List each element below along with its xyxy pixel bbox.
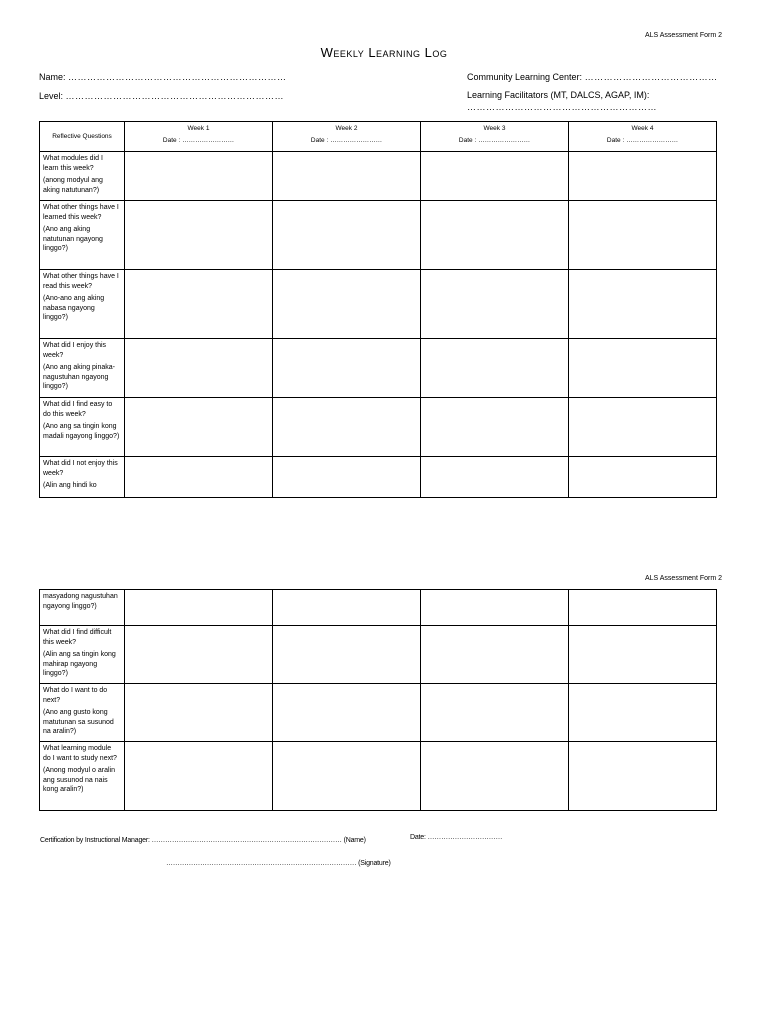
table-row <box>40 201 717 270</box>
learning-log-table-continued <box>39 589 717 811</box>
question-cell <box>40 457 125 498</box>
table-row <box>40 590 717 626</box>
answer-cell[interactable] <box>273 626 421 684</box>
question-cell <box>40 152 125 201</box>
answer-cell[interactable] <box>125 590 273 626</box>
answer-cell[interactable] <box>125 457 273 498</box>
question-cell <box>40 684 125 742</box>
answer-cell[interactable] <box>421 398 569 457</box>
question-cell <box>40 398 125 457</box>
question-en: What other things have I read this week? <box>43 273 119 290</box>
table-row <box>40 339 717 398</box>
question-tl: (Ano ang gusto kong matutunan sa susunod na aralin?) <box>43 709 114 735</box>
question-en: What did I find easy to do this week? <box>43 401 113 418</box>
question-cell <box>40 270 125 339</box>
question-tl: (anong modyul ang aking natutunan?) <box>43 177 103 194</box>
question-tl: (Anong modyul o aralin ang susunod na nais kong aralin?) <box>43 767 115 793</box>
answer-cell[interactable] <box>421 457 569 498</box>
question-tl: (Ano ang sa tingin kong madali ngayong linggo?) <box>43 423 120 440</box>
week-date[interactable]: Date : …………………… <box>162 137 235 144</box>
question-en: What did I find difficult this week? <box>43 629 112 646</box>
answer-cell[interactable] <box>273 457 421 498</box>
signature-dots: ………………………………………………………………………… <box>166 860 357 867</box>
table-row <box>40 457 717 498</box>
question-cell <box>40 201 125 270</box>
answer-cell[interactable] <box>273 201 421 270</box>
table-row <box>40 684 717 742</box>
facilitators-dots[interactable] <box>467 102 657 112</box>
facilitators-dots-text: …………………………………………………… <box>467 102 657 112</box>
question-en: What modules did I learn this week? <box>43 155 103 172</box>
answer-cell[interactable] <box>569 339 717 398</box>
answer-cell[interactable] <box>421 339 569 398</box>
answer-cell[interactable] <box>273 590 421 626</box>
answer-cell[interactable] <box>569 201 717 270</box>
week-date[interactable]: Date : …………………… <box>458 137 531 144</box>
certification-signature-line[interactable] <box>166 860 391 867</box>
table-row <box>40 398 717 457</box>
name-suffix: (Name) <box>341 837 366 844</box>
name-dots: …………………………………………………………… <box>68 72 287 82</box>
certification-label: Certification by Instructional Manager: <box>40 837 152 844</box>
header-week-2 <box>273 122 421 152</box>
answer-cell[interactable] <box>125 742 273 811</box>
answer-cell[interactable] <box>273 684 421 742</box>
question-cell <box>40 590 125 626</box>
answer-cell[interactable] <box>569 270 717 339</box>
facilitators-label: Learning Facilitators (MT, DALCS, AGAP, IM): <box>467 90 650 100</box>
answer-cell[interactable] <box>125 270 273 339</box>
week-label: Week 1 <box>187 125 210 132</box>
answer-cell[interactable] <box>273 152 421 201</box>
header-reflective-questions: Reflective Questions <box>40 122 125 152</box>
clc-field[interactable] <box>467 72 718 82</box>
answer-cell[interactable] <box>421 684 569 742</box>
question-en: What learning module do I want to study next? <box>43 745 117 762</box>
answer-cell[interactable] <box>569 742 717 811</box>
answer-cell[interactable] <box>569 590 717 626</box>
question-en: What did I not enjoy this week? <box>43 460 118 477</box>
page-title: Weekly Learning Log <box>320 45 448 60</box>
table-row <box>40 742 717 811</box>
level-label: Level: <box>39 91 66 101</box>
certification-name-dots: ………………………………………………………………………… <box>151 837 342 844</box>
answer-cell[interactable] <box>273 270 421 339</box>
question-tl: (Ano ang aking pinaka-nagustuhan ngayong linggo?) <box>43 364 115 390</box>
question-tl: (Alin ang hindi ko <box>43 482 97 489</box>
header-week-3 <box>421 122 569 152</box>
week-label: Week 2 <box>335 125 358 132</box>
question-en: What did I enjoy this week? <box>43 342 107 359</box>
table-row <box>40 152 717 201</box>
answer-cell[interactable] <box>569 398 717 457</box>
answer-cell[interactable] <box>569 684 717 742</box>
question-en: What other things have I learned this week? <box>43 204 119 221</box>
signature-suffix: (Signature) <box>356 860 391 867</box>
question-tl: (Ano ang aking natutunan ngayong linggo?) <box>43 226 103 252</box>
answer-cell[interactable] <box>273 339 421 398</box>
answer-cell[interactable] <box>569 626 717 684</box>
question-cell <box>40 339 125 398</box>
answer-cell[interactable] <box>421 152 569 201</box>
name-label: Name: <box>39 72 69 82</box>
week-date[interactable]: Date : …………………… <box>606 137 679 144</box>
answer-cell[interactable] <box>125 684 273 742</box>
answer-cell[interactable] <box>125 339 273 398</box>
clc-dots: …………………………………… <box>584 72 718 82</box>
learning-log-table <box>39 121 717 498</box>
answer-cell[interactable] <box>421 742 569 811</box>
question-en: What do I want to do next? <box>43 687 108 704</box>
table-row <box>40 626 717 684</box>
answer-cell[interactable] <box>273 742 421 811</box>
clc-label: Community Learning Center: <box>467 72 585 82</box>
answer-cell[interactable] <box>421 201 569 270</box>
question-tl: (Ano-ano ang aking nabasa ngayong linggo?) <box>43 295 105 321</box>
form-tag: ALS Assessment Form 2 <box>644 32 722 39</box>
date-dots: …………………………… <box>427 834 503 841</box>
answer-cell[interactable] <box>569 152 717 201</box>
level-dots: …………………………………………………………… <box>65 91 285 101</box>
certification-date[interactable] <box>410 834 502 841</box>
date-label: Date: <box>410 834 428 841</box>
question-tl: (Alin ang sa tingin kong mahirap ngayong linggo?) <box>43 651 116 677</box>
answer-cell[interactable] <box>125 152 273 201</box>
certification-name-line[interactable] <box>40 837 366 844</box>
question-cell <box>40 742 125 811</box>
name-field[interactable] <box>39 72 287 82</box>
question-en: masyadong nagustuhan ngayong linggo?) <box>43 593 118 610</box>
answer-cell[interactable] <box>125 626 273 684</box>
answer-cell[interactable] <box>569 457 717 498</box>
form-tag: ALS Assessment Form 2 <box>644 575 722 582</box>
answer-cell[interactable] <box>421 270 569 339</box>
answer-cell[interactable] <box>125 201 273 270</box>
week-date[interactable]: Date : …………………… <box>310 137 383 144</box>
header-week-4 <box>569 122 717 152</box>
answer-cell[interactable] <box>421 590 569 626</box>
answer-cell[interactable] <box>421 626 569 684</box>
table-row <box>40 270 717 339</box>
answer-cell[interactable] <box>273 398 421 457</box>
question-cell <box>40 626 125 684</box>
table-header-row <box>40 122 717 152</box>
answer-cell[interactable] <box>125 398 273 457</box>
level-field[interactable] <box>39 91 284 101</box>
header-week-1 <box>125 122 273 152</box>
week-label: Week 3 <box>483 125 506 132</box>
week-label: Week 4 <box>631 125 654 132</box>
